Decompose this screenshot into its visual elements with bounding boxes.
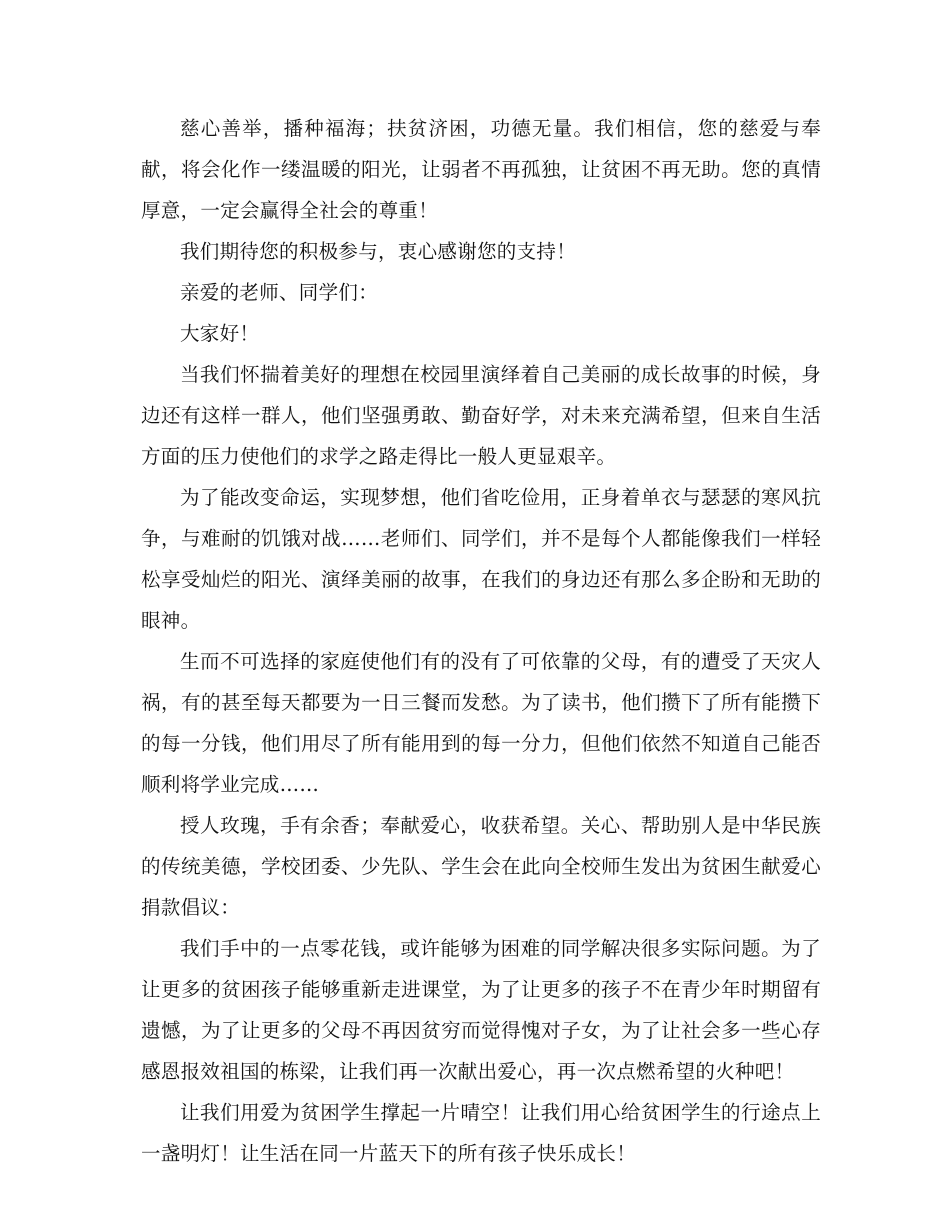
paragraph-pocket-money: 我们手中的一点零花钱，或许能够为困难的同学解决很多实际问题。为了让更多的贫困孩子能够重新走进课堂，为了让更多的孩子不在青少年时期留有遗憾，为了让更多的父母不再因贫穷而觉得愧对子女，为了让社会多一些心存感恩报效祖国的栋梁，让我们再一次献出爱心，再一次点燃希望的火种吧！ [141,937,821,1083]
paragraph-proposal: 授人玫瑰，手有余香；奉献爱心，收获希望。关心、帮助别人是中华民族的传统美德，学校团委、少先队、学生会在此向全校师生发出为贫困生献爱心捐款倡议： [141,814,821,919]
paragraph-family: 生而不可选择的家庭使他们有的没有了可依靠的父母，有的遭受了天灾人祸，有的甚至每天都要为一日三餐而发愁。为了读书，他们攒下了所有能攒下的每一分钱，他们用尽了所有能用到的每一分力，但他们依然不知道自己能否顺利将学业完成…… [141,650,821,796]
paragraph-greeting: 大家好！ [180,322,260,345]
paragraph-thanks: 我们期待您的积极参与，衷心感谢您的支持！ [180,240,577,263]
paragraph-salutation: 亲爱的老师、同学们： [180,281,379,304]
paragraph-intro: 当我们怀揣着美好的理想在校园里演绎着自己美丽的成长故事的时候，身边还有这样一群人，他们坚强勇敢、勤奋好学，对未来充满希望，但来自生活方面的压力使他们的求学之路走得比一般人更显艰辛。 [141,363,821,468]
paragraph-closing-blessing: 慈心善举，播种福海；扶贫济困，功德无量。我们相信，您的慈爱与奉献，将会化作一缕温暖的阳光，让弱者不再孤独，让贫困不再无助。您的真情厚意，一定会赢得全社会的尊重！ [141,117,821,222]
paragraph-hardship: 为了能改变命运，实现梦想，他们省吃俭用，正身着单衣与瑟瑟的寒风抗争，与难耐的饥饿对战……老师们、同学们，并不是每个人都能像我们一样轻松享受灿烂的阳光、演绎美丽的故事，在我们的身边还有那么多企盼和无助的眼神。 [141,486,821,632]
paragraph-call-to-action: 让我们用爱为贫困学生撑起一片晴空！让我们用心给贫困学生的行途点上一盏明灯！让生活在同一片蓝天下的所有孩子快乐成长！ [141,1101,821,1165]
document-body [141,108,821,1174]
